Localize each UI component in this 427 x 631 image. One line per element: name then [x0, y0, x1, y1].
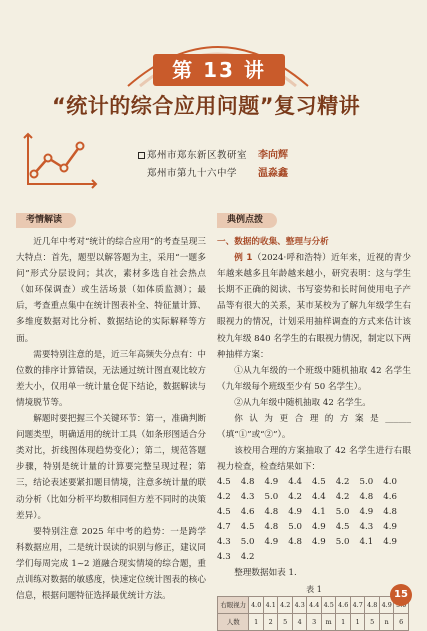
author-org: 郑州市郑东新区教研室	[138, 147, 252, 165]
data-value: 4.3	[217, 537, 231, 548]
lecture-label: 第 13 讲	[153, 54, 285, 86]
table-cell: 4.5	[321, 596, 336, 613]
data-value: 4.2	[217, 492, 231, 503]
page-title: “统计的综合应用问题”复习精讲	[52, 94, 361, 118]
table-cell: 4.4	[307, 596, 322, 613]
data-value: 4.6	[383, 492, 397, 503]
data-value: 4.2	[335, 477, 350, 488]
table-cell: 6	[394, 613, 409, 630]
data-value: 4.5	[335, 522, 350, 533]
data-value: 5.0	[335, 537, 350, 548]
data-value: 4.2	[335, 492, 350, 503]
data-value: 4.9	[383, 537, 397, 548]
data-value: 4.5	[312, 477, 326, 488]
data-value: 5.0	[288, 522, 302, 533]
data-value: 4.4	[312, 492, 326, 503]
table-cell: 4.8	[365, 596, 380, 613]
table-intro: 整理数据如表 1.	[234, 568, 297, 579]
data-value: 4.9	[312, 522, 326, 533]
data-value: 5.0	[240, 537, 255, 548]
data-value: 4.5	[217, 477, 231, 488]
table-cell: 4.2	[278, 596, 293, 613]
data-value: 4.8	[359, 492, 374, 503]
data-value: 4.0	[383, 477, 397, 488]
data-value	[312, 550, 336, 565]
table-row	[218, 613, 409, 630]
data-value: 4.3	[217, 552, 231, 563]
example-text: 例 1（2024·呼和浩特）近年来，近视的青少年越来越多且年龄越来越小，研究表明：这与学生长期不正确的阅读、书写姿势和长时间使用电子产品等有很大的关系，某市某校为了解九年级学生右眼视力的情况，计划采用抽样调查的方式来估计该校九年级 840 名学生的右眼视力情况，制定以下两种抽样方案：	[217, 253, 411, 360]
question-text: 你认为更合理的方案是______（填“①”或“②”）。	[217, 414, 411, 441]
data-value: 4.3	[359, 522, 374, 533]
line-chart-icon	[22, 130, 100, 190]
data-value: 4.5	[240, 522, 255, 533]
table-cell: 4	[292, 613, 307, 630]
table-cell: 1	[336, 613, 351, 630]
section-heading: 一、数据的收集、整理与分析	[217, 237, 329, 247]
paragraph: 需要特别注意的是，近三年高频失分点有：中位数的排序计算错误，无法通过统计图直观比较方差大小，仅用单一统计量仓促下结论，数据解读与情境脱节等。	[16, 349, 206, 408]
frequency-table	[217, 596, 409, 631]
page-number: 15	[390, 584, 412, 606]
author-list	[138, 147, 288, 183]
data-value: 4.8	[383, 507, 397, 518]
table-cell: 4.0	[249, 596, 264, 613]
table-cell: 4.9	[379, 596, 394, 613]
data-value	[383, 550, 407, 565]
data-value: 4.5	[217, 507, 231, 518]
data-value: 4.1	[312, 507, 326, 518]
data-value: 4.9	[359, 507, 374, 518]
table-cell: 5	[365, 613, 380, 630]
data-value: 4.9	[383, 522, 397, 533]
author-name: 温淼鑫	[258, 168, 288, 179]
table-cell: 1	[350, 613, 365, 630]
table-cell: 4.1	[263, 596, 278, 613]
data-value: 4.1	[359, 537, 374, 548]
vision-data-grid	[217, 475, 407, 565]
table-cell: 4.6	[336, 596, 351, 613]
data-value: 5.0	[335, 507, 350, 518]
data-value: 4.2	[288, 492, 302, 503]
square-icon	[138, 152, 145, 159]
data-value: 4.9	[264, 477, 279, 488]
table-row-header: 右眼视力	[218, 596, 249, 613]
author-name: 李向辉	[258, 150, 288, 161]
data-value: 4.8	[240, 477, 255, 488]
data-value: 4.4	[288, 477, 302, 488]
author-org: 郑州市第九十六中学	[147, 168, 238, 179]
data-value	[360, 550, 384, 565]
author-row	[138, 147, 288, 165]
data-intro: 该校用合理的方案抽取了 42 名学生进行右眼视力检查，检查结果如下：	[217, 446, 411, 473]
paragraph: 解题时要把握三个关键环节：第一，准确判断问题类型，明确适用的统计工具（如条形图适合分类对比，折线图体现趋势变化）；第二，规范答题步骤，特别是统计量的计算要完整呈现过程；第三，结论表述要紧扣题目情境，注意多统计量的联动分析（比如分析平均数相同但方差不同时的决策差异）。	[16, 414, 206, 521]
data-value: 4.9	[288, 507, 302, 518]
author-row	[138, 165, 288, 183]
data-value: 5.0	[264, 492, 279, 503]
table-cell: 5	[278, 613, 293, 630]
data-value: 4.9	[312, 537, 326, 548]
data-value: 4.7	[217, 522, 231, 533]
sampling-option-1: ①从九年级的一个班级中随机抽取 42 名学生（九年级每个班级至少有 50 名学生）。	[217, 365, 411, 392]
data-value: 4.8	[264, 522, 279, 533]
data-value	[336, 550, 360, 565]
table-cell: 1	[249, 613, 264, 630]
table-caption: 表 1	[306, 584, 322, 594]
paragraph: 近几年中考对“统计的综合应用”的考查呈现三大特点：首先，题型以解答题为主，采用“一题多问”形式分层设问；其次，素材多选自社会热点（如环保调查）或生活场景（如体质监测）；最后，考查重点集中在统计图表补全、特征量计算、多维度数据对比分析、数据结论的实际解释等方面。	[16, 237, 206, 344]
data-value: 4.2	[240, 552, 255, 563]
right-column	[217, 212, 411, 631]
table-row-header: 人数	[218, 613, 249, 630]
data-value	[288, 550, 312, 565]
data-value: 4.6	[240, 507, 255, 518]
section-tag-analysis: 考情解读	[16, 213, 76, 228]
data-value	[265, 550, 289, 565]
data-value: 5.0	[359, 477, 374, 488]
data-value: 4.9	[264, 537, 279, 548]
left-column	[16, 212, 206, 604]
data-value: 4.3	[240, 492, 255, 503]
data-value: 4.8	[264, 507, 279, 518]
table-cell: 4.3	[292, 596, 307, 613]
table-cell: 2	[263, 613, 278, 630]
table-cell: 3	[307, 613, 322, 630]
data-value: 4.8	[288, 537, 302, 548]
table-cell: m	[321, 613, 336, 630]
paragraph: 要特别注意 2025 年中考的趋势：一是跨学科数据应用，二是统计误读的识别与修正，建议同学们每周完成 1~2 道融合现实情境的综合题，重点训练对数据的敏感度，快速定位统计图表的核心信息，根据问题特征选择最优统计方法。	[16, 526, 206, 602]
table-row	[218, 596, 409, 613]
section-tag-examples: 典例点拨	[217, 213, 277, 228]
example-label: 例 1	[234, 253, 253, 264]
table-cell: n	[379, 613, 394, 630]
sampling-option-2: ②从九年级中随机抽取 42 名学生。	[234, 397, 371, 408]
table-cell: 4.7	[350, 596, 365, 613]
